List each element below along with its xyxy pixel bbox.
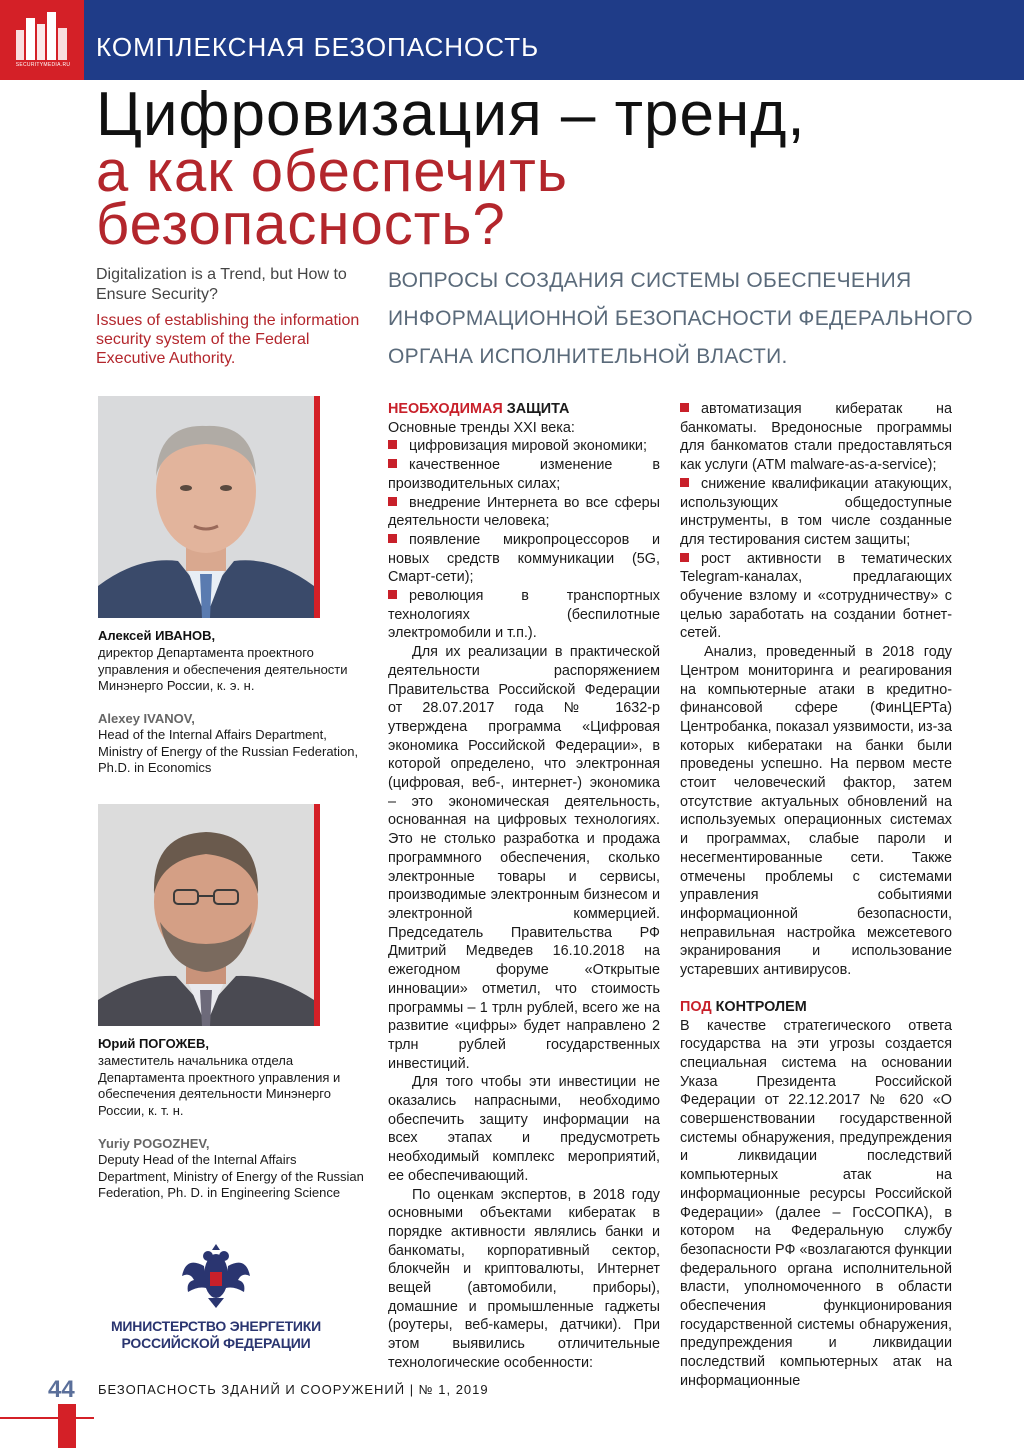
photo-accent-bar <box>314 396 320 618</box>
spacer <box>680 980 952 998</box>
ministry-line2: РОССИЙСКОЙ ФЕДЕРАЦИИ <box>121 1335 311 1351</box>
paragraph: Основные тренды XXI века: <box>388 419 575 436</box>
bullet-square-icon <box>388 497 397 506</box>
paragraph: Для того чтобы эти инвестиции не оказались напрасными, необходимо обеспечить защиту информации на всех этапах и предусмотреть необходимый комплекс мероприятий, ее обеспечивающий. <box>388 1074 660 1184</box>
author-name-en: Alexey IVANOV, <box>98 711 195 726</box>
section-heading: НЕОБХОДИМАЯ ЗАЩИТА <box>388 401 570 417</box>
bullet-item: автоматизация кибератак на банкоматы. Вредоносные программы для банкоматов стали предоставляться как услуги (ATM malware-as-a-service); <box>680 401 952 474</box>
logo-text: SECURITYMEDIA.RU <box>15 62 71 68</box>
bullet-item: цифровизация мировой экономики; <box>388 437 660 456</box>
bullet-square-icon <box>388 459 397 468</box>
author-name-en: Yuriy POGOZHEV, <box>98 1136 210 1151</box>
english-title: Digitalization is a Trend, but How to Ensure Security? <box>96 266 347 303</box>
bullet-item: появление микропроцессоров и новых средств коммуникации (5G, Смарт-сети); <box>388 531 660 586</box>
lead-paragraph: ВОПРОСЫ СОЗДАНИЯ СИСТЕМЫ ОБЕСПЕЧЕНИЯ ИНФОРМАЦИОННОЙ БЕЗОПАСНОСТИ ФЕДЕРАЛЬНОГО ОРГАНА ИСПОЛНИТЕЛЬНОЙ ВЛАСТИ. <box>388 269 973 368</box>
bullet-square-icon <box>680 403 689 412</box>
section-title: КОМПЛЕКСНАЯ БЕЗОПАСНОСТЬ <box>96 32 540 62</box>
bullet-item: революция в транспортных технологиях (беспилотные электромобили и т.п.). <box>388 588 660 642</box>
footer-rule <box>0 1417 94 1419</box>
author-name-ru: Алексей ИВАНОВ, <box>98 628 216 643</box>
article-column-1 <box>388 400 660 1373</box>
author-title-ru: директор Департамента проектного управления и обеспечения деятельности Минэнерго России, к. э. н. <box>98 645 348 693</box>
bullet-square-icon <box>680 478 689 487</box>
bullet-square-icon <box>388 534 397 543</box>
bullet-item: снижение квалификации атакующих, использующих общедоступные инструменты, в том числе созданные для тестирования систем защиты; <box>680 475 952 548</box>
city-skyline-icon <box>14 10 70 60</box>
author-title-en: Deputy Head of the Internal Affairs Department, Ministry of Energy of the Russian Federation, Ph. D. in Engineering Science <box>98 1152 364 1200</box>
ministry-line1: МИНИСТЕРСТВО ЭНЕРГЕТИКИ <box>110 1318 322 1334</box>
section-heading: ПОД КОНТРОЛЕМ <box>680 998 807 1015</box>
article-title-line1: Цифровизация – тренд, <box>96 80 806 149</box>
author-photo-pogozhev <box>98 804 314 1026</box>
bullet-square-icon <box>388 590 397 599</box>
author-name-ru: Юрий ПОГОЖЕВ, <box>98 1036 209 1051</box>
coat-of-arms-emblem <box>178 1236 254 1317</box>
photo-accent-bar <box>314 804 320 1026</box>
author-photo-ivanov <box>98 396 314 618</box>
paragraph: По оценкам экспертов, в 2018 году основными объектами кибератак в порядке активности являлись банки и банкоматы, корпоративный сектор, блокчейн и криптовалюты, Интернет вещей (автомобили, приборы), домашние и промышленные гаджеты (роутеры, веб-камеры, датчики). При этом выявились отличительные технологические особенности: <box>388 1186 660 1371</box>
author-title-ru: заместитель начальника отдела Департамента проектного управления и обеспечения деятельности Минэнерго России, к. т. н. <box>98 1053 341 1118</box>
bullet-item: внедрение Интернета во все сферы деятельности человека; <box>388 494 660 530</box>
article-title-line2: а как обеспечить <box>96 139 568 204</box>
bullet-item: качественное изменение в производительных силах; <box>388 457 660 492</box>
english-subtitle: Issues of establishing the information security system of the Federal Executive Authority. <box>96 312 360 367</box>
magazine-logo[interactable] <box>0 0 84 80</box>
bullet-item: рост активности в тематических Telegram-каналах, предлагающих обучение взлому и «сотрудничеству» с целью заработать на создании ботнет-сетей. <box>680 550 952 642</box>
author-title-en: Head of the Internal Affairs Department, Ministry of Energy of the Russian Federation, Ph.D. in Economics <box>98 727 359 775</box>
ministry-logo-text <box>98 1318 334 1352</box>
bullet-square-icon <box>388 440 397 449</box>
article-column-2 <box>680 400 952 1391</box>
paragraph: Для их реализации в практической деятельности распоряжением Правительства Российской Федерации от 28.07.2017 года № 1632-р утверждена программа «Цифровая экономика Российской Федерации», в которой определено, что электронная (цифровая, веб-, интернет-) экономика – это экономическая деятельность, основанная на цифровых технологиях. Это не столько разработка и продажа программного обеспечения, сколько электронные товары и сервисы, производимые электронным бизнесом и электронной коммерцией. Председатель Правительства РФ Дмитрий Медведев 16.10.2018 на ежегодном форуме «Открытые инновации» отметил, что стоимость программы – 1 трлн рублей, всего же на развитие «цифры» будет направлено 2 трлн рублей государственных инвестиций. <box>388 644 660 1072</box>
article-title-line3: безопасность? <box>96 192 506 257</box>
bullet-square-icon <box>680 553 689 562</box>
footer-accent <box>58 1404 76 1448</box>
page-number: 44 <box>48 1376 75 1403</box>
journal-name: БЕЗОПАСНОСТЬ ЗДАНИЙ И СООРУЖЕНИЙ | № 1, 2019 <box>98 1382 489 1397</box>
paragraph: В качестве стратегического ответа государства на эти угрозы создается специальная система на основании Указа Президента Российской Федерации от 22.12.2017 № 620 «О совершенствовании государственной системы обнаружения, предупреждения и ликвидации последствий компьютерных атак на информационные ресурсы Российской Федерации» (далее – ГосСОПКА), в котором на Федеральную службу безопасности РФ «возлагаются функции федерального органа исполнительной власти, уполномоченного в области обеспечения функционирования государственной системы обнаружения, предупреждения и ликвидации последствий компьютерных атак на информационные <box>680 1017 952 1389</box>
paragraph: Анализ, проведенный в 2018 году Центром мониторинга и реагирования на компьютерные атаки в кредитно-финансовой сфере (ФинЦЕРТа) Центробанка, показал уязвимости, из-за которых кибератаки на банки были проведены успешно. На первом месте стоит человеческий фактор, затем отсутствие актуальных обновлений на используемых операционных системах и программах, слабые пароли и несегментированные сети. Также отмечены проблемы с системами управления событиями информационной безопасности, неправильная настройка межсетевого экранирования и использование устаревших антивирусов. <box>680 644 952 979</box>
